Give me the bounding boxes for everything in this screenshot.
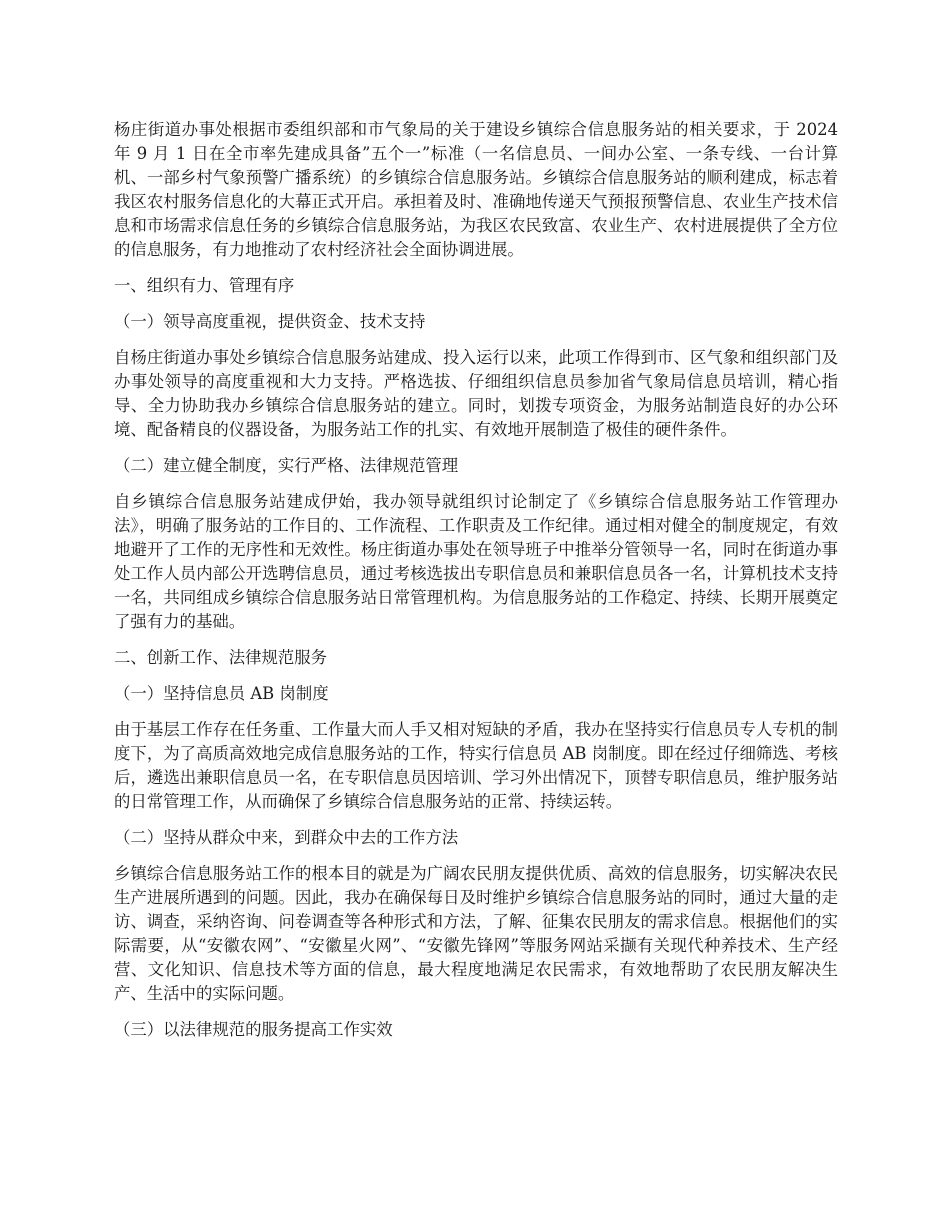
paragraph-1-2: 自乡镇综合信息服务站建成伊始，我办领导就组织讨论制定了《乡镇综合信息服务站工作管理办法》，明确了服务站的工作目的、工作流程、工作职责及工作纪律。通过相对健全的制度规定，有效地避开了工作的无序性和无效性。杨庄街道办事处在领导班子中推举分管领导一名，同时在街道办事处工作人员内部公开选聘信息员，通过考核选拔出专职信息员和兼职信息员各一名，计算机技术支持一名，共同组成乡镇综合信息服务站日常管理机构。为信息服务站的工作稳定、持续、长期开展奠定了强有力的基础。 [114,492,838,631]
document-body [114,118,838,1054]
paragraph-2-2: 乡镇综合信息服务站工作的根本目的就是为广阔农民朋友提供优质、高效的信息服务，切实解决农民生产进展所遇到的问题。因此，我办在确保每日及时维护乡镇综合信息服务站的同时，通过大量的走访、调查，采纳咨询、问卷调查等各种形式和方法，了解、征集农民朋友的需求信息。根据他们的实际需要，从“安徽农网”、“安徽星火网”、“安徽先锋网”等服务网站采撷有关现代种养技术、生产经营、文化知识、信息技术等方面的信息，最大程度地满足农民需求，有效地帮助了农民朋友解决生产、生活中的实际问题。 [114,864,838,1003]
subsection-heading-2-1: （一）坚持信息员 AB 岗制度 [114,684,329,703]
subsection-heading-1-2: （二）建立健全制度，实行严格、法律规范管理 [114,456,459,475]
subsection-heading-2-3: （三）以法律规范的服务提高工作实效 [114,1020,393,1039]
subsection-heading-1-1: （一）领导高度重视，提供资金、技术支持 [114,312,426,331]
intro-paragraph: 杨庄街道办事处根据市委组织部和市气象局的关于建设乡镇综合信息服务站的相关要求，于 2024 年 9 月 1 日在全市率先建成具备”五个一”标准（一名信息员、一间办公室、一条专线、一台计算机、一部乡村气象预警广播系统）的乡镇综合信息服务站。乡镇综合信息服务站的顺利建成，标志着我区农村服务信息化的大幕正式开启。承担着及时、准确地传递天气预报预警信息、农业生产技术信息和市场需求信息任务的乡镇综合信息服务站，为我区农民致富、农业生产、农村进展提供了全方位的信息服务，有力地推动了农村经济社会全面协调进展。 [114,120,838,259]
paragraph-1-1: 自杨庄街道办事处乡镇综合信息服务站建成、投入运行以来，此项工作得到市、区气象和组织部门及办事处领导的高度重视和大力支持。严格选拔、仔细组织信息员参加省气象局信息员培训，精心指导、全力协助我办乡镇综合信息服务站的建立。同时，划拨专项资金，为服务站制造良好的办公环境、配备精良的仪器设备，为服务站工作的扎实、有效地开展制造了极佳的硬件条件。 [114,348,838,439]
section-heading-2: 二、创新工作、法律规范服务 [114,648,328,667]
subsection-heading-2-2: （二）坚持从群众中来，到群众中去的工作方法 [114,828,459,847]
paragraph-2-1: 由于基层工作存在任务重、工作量大而人手又相对短缺的矛盾，我办在坚持实行信息员专人专机的制度下，为了高质高效地完成信息服务站的工作，特实行信息员 AB 岗制度。即在经过仔细筛选、考核后，遴选出兼职信息员一名，在专职信息员因培训、学习外出情况下，顶替专职信息员，维护服务站的日常管理工作，从而确保了乡镇综合信息服务站的正常、持续运转。 [114,720,838,811]
section-heading-1: 一、组织有力、管理有序 [114,276,295,295]
